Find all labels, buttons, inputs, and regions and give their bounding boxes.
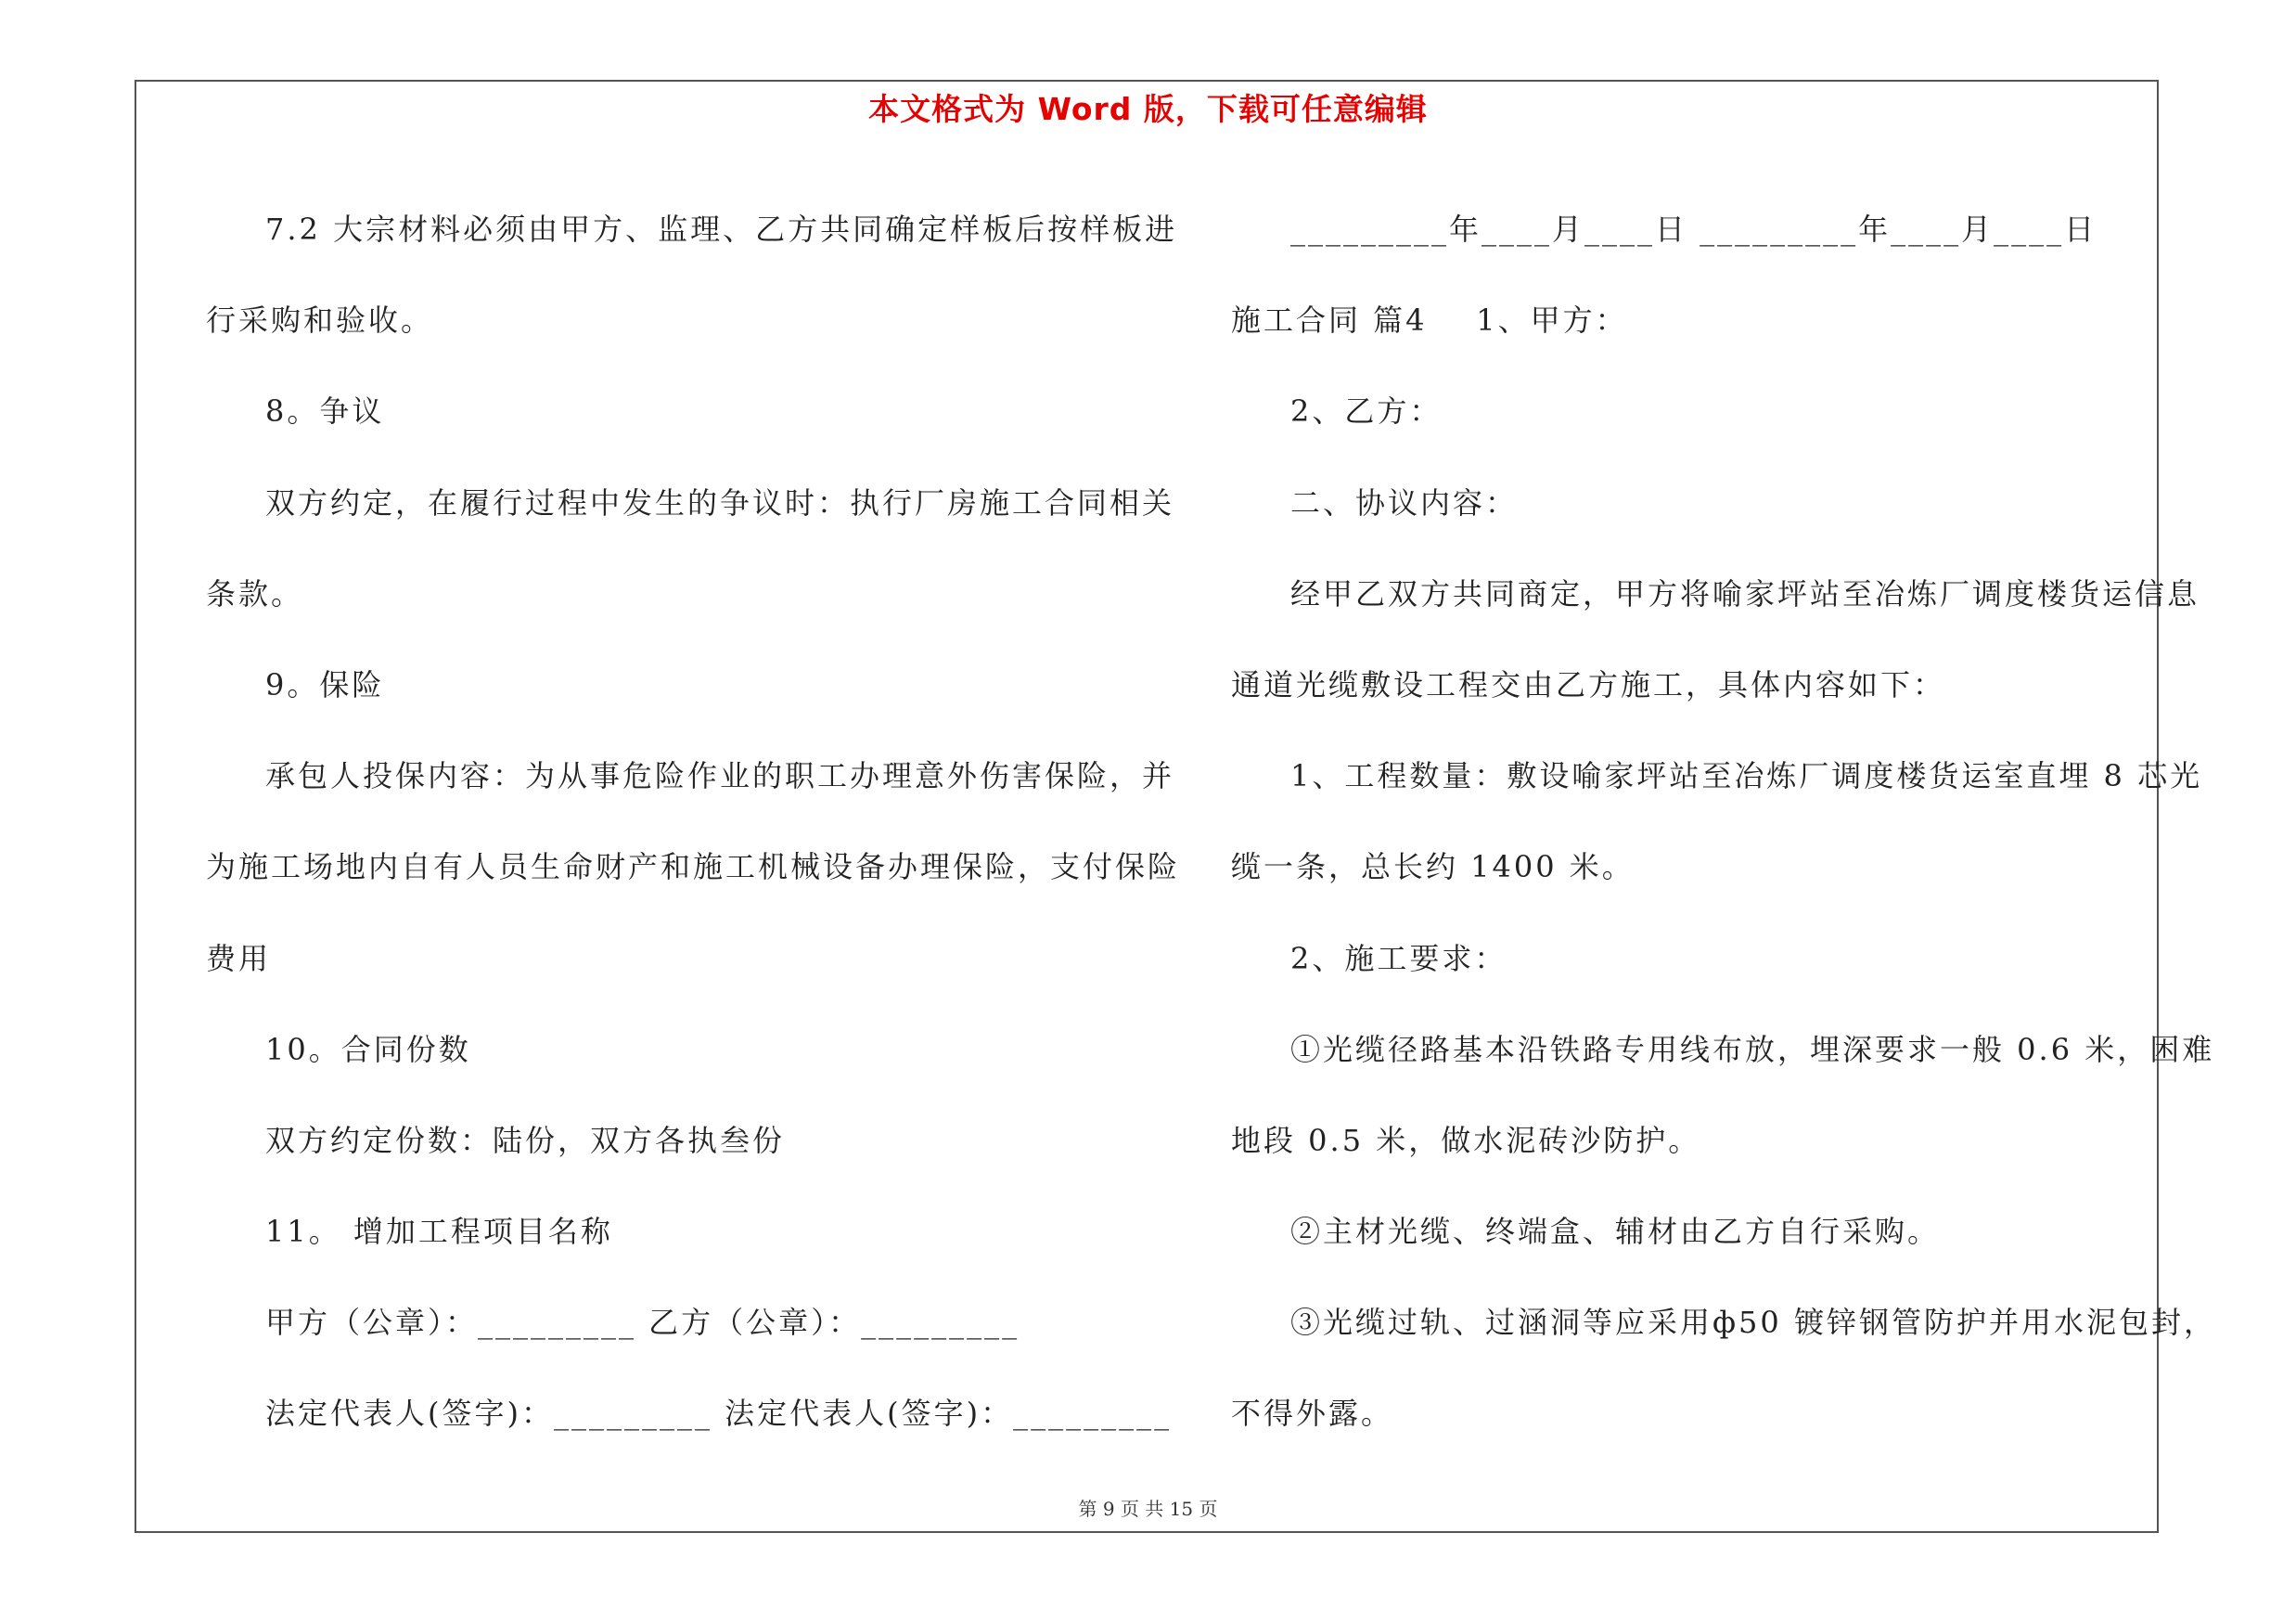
text-line: 双方约定，在履行过程中发生的争议时：执行厂房施工合同相关	[265, 484, 1175, 521]
text-line: 双方约定份数：陆份，双方各执叁份	[265, 1122, 786, 1158]
text-line: 承包人投保内容：为从事危险作业的职工办理意外伤害保险，并	[265, 758, 1175, 794]
text-line: 不得外露。	[1231, 1396, 1394, 1432]
page-footer: 第 9 页 共 15 页	[1078, 1498, 1218, 1520]
text-line: 经甲乙双方共同商定，甲方将喻家坪站至冶炼厂调度楼货运信息	[1290, 575, 2200, 612]
text-line: 2、施工要求：	[1290, 940, 1507, 976]
text-line: 通道光缆敷设工程交由乙方施工，具体内容如下：	[1231, 666, 1946, 702]
right-column	[1231, 184, 2216, 1460]
text-line: 条款。	[206, 575, 304, 612]
text-line: 缆一条，总长约 1400 米。	[1231, 849, 1635, 885]
text-line: 8。争议	[265, 393, 385, 430]
text-line: 甲方（公章）：_________ 乙方（公章）：_________	[265, 1305, 1020, 1341]
text-line: 法定代表人(签字)：_________ 法定代表人(签字)：_________	[265, 1396, 1173, 1432]
text-line: ①光缆径路基本沿铁路专用线布放，埋深要求一般 0.6 米，困难	[1290, 1031, 2215, 1067]
text-line: 二、协议内容：	[1290, 484, 1519, 521]
page-banner: 本文格式为 Word 版，下载可任意编辑	[868, 91, 1428, 127]
text-line: 为施工场地内自有人员生命财产和施工机械设备办理保险，支付保险	[206, 849, 1181, 885]
text-line: 施工合同 篇4 1、甲方：	[1231, 303, 1628, 339]
text-line: 2、乙方：	[1290, 393, 1443, 430]
text-line: 9。保险	[265, 666, 385, 702]
text-line: 费用	[206, 940, 272, 976]
text-line: _________年____月____日 _________年____月____日	[1290, 212, 2097, 247]
text-line: 11。 增加工程项目名称	[265, 1214, 613, 1250]
text-line: 1、工程数量：敷设喻家坪站至冶炼厂调度楼货运室直埋 8 芯光	[1290, 758, 2203, 794]
text-line: 10。合同份数	[265, 1031, 471, 1067]
text-line: 7.2 大宗材料必须由甲方、监理、乙方共同确定样板后按样板进	[265, 212, 1178, 247]
text-line: ②主材光缆、终端盒、辅材由乙方自行采购。	[1290, 1214, 1941, 1250]
text-line: 行采购和验收。	[206, 303, 434, 339]
text-line: ③光缆过轨、过涵洞等应采用ф50 镀锌钢管防护并用水泥包封，	[1290, 1305, 2216, 1341]
left-column	[206, 184, 1181, 1460]
text-line: 地段 0.5 米，做水泥砖沙防护。	[1231, 1122, 1701, 1158]
